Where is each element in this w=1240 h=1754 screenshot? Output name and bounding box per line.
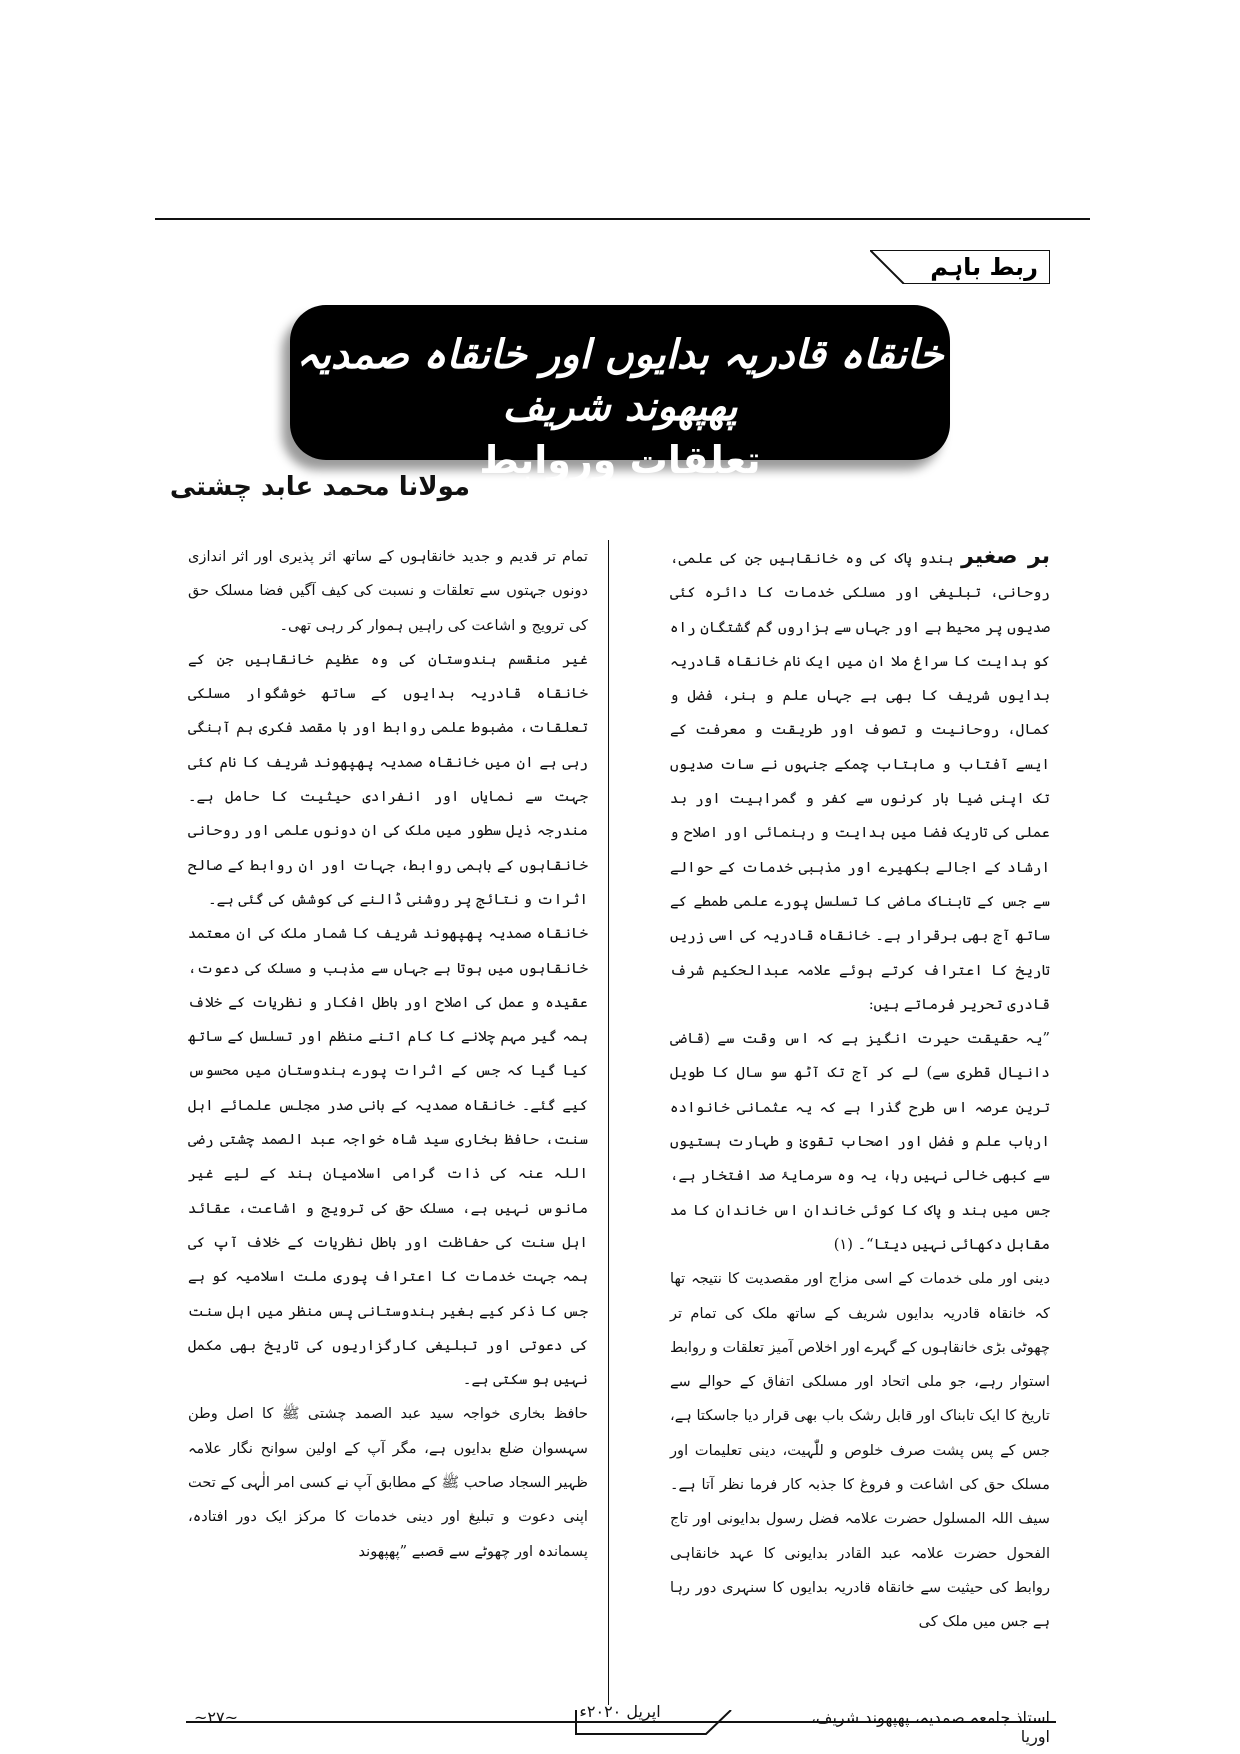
column-divider <box>608 540 609 1705</box>
header-rule <box>155 218 1090 220</box>
paragraph: غیر منقسم ہندوستان کی وہ عظیم خانقاہیں جن کے خانقاہ قادریہ بدایوں کے ساتھ خوشگوار مسلکی تعلقات، مضبوط علمی روابط اور با مقصد فکری ہم آہنگی رہی ہے ان میں خانقاہ صمدیہ پھپھوند شریف کا نام کئی جہت سے نمایاں اور انفرادی حیثیت کا حامل ہے۔ مندرجہ ذیل سطور میں ملک کی ان دونوں علمی اور روحانی خانقاہوں کے باہمی روابط، جہات اور ان روابط کے صالح اثرات و نتائج پر روشنی ڈالنے کی کوشش کی گئی ہے۔ <box>188 650 588 908</box>
page-number: ~۲۷~ <box>194 1708 238 1727</box>
quotation: ”یہ حقیقت حیرت انگیز ہے کہ اس وقت سے (قاضی دانیال قطری سے) لے کر آج تک آٹھ سو سال کا طویل ترین عرصہ اس طرح گذرا ہے کہ یہ عثمانی خانوادہ ارباب علم و فضل اور اصحاب تقویٰ و طہارت ہستیوں سے کبھی خالی نہیں رہا، یہ وہ سرمایۂ صد افتخار ہے، جس میں ہند و پاک کا کوئی خاندان اس خاندان کا مد مقابل دکھائی نہیں دیتا“۔ (۱) <box>670 1030 1050 1253</box>
title-banner <box>290 305 950 482</box>
paragraph: دینی اور ملی خدمات کے اسی مزاج اور مقصدیت کا نتیجہ تھا کہ خانقاہ قادریہ بدایوں شریف کے ساتھ ملک کی تمام تر چھوٹی بڑی خانقاہوں کے گہرے اور اخلاص آمیز تعلقات و روابط استوار رہے، جو ملی اتحاد اور مسلکی اتفاق کے حوالے سے تاریخ کا ایک تابناک اور قابل رشک باب بھی قرار دیا جاسکتا ہے، جس کے پس پشت صرف خلوص و للّٰہیت، دینی تعلیمات اور مسلک حق کی اشاعت و فروغ کا جذبہ کار فرما نظر آتا ہے۔ سیف اللہ المسلول حضرت علامہ فضل رسول بدایونی اور تاج الفحول حضرت علامہ عبد القادر بدایونی کا عہد خانقاہی روابط کی حیثیت سے خانقاہ قادریہ بدایوں کا سنہری دور رہا ہے جس میں ملک کی <box>670 1270 1050 1631</box>
text-column-right <box>670 540 1050 1700</box>
lead-word: بر صغیر <box>961 544 1050 569</box>
section-label: ربط باہم <box>930 253 1038 281</box>
paragraph <box>670 540 1050 1022</box>
section-tab <box>870 250 1050 284</box>
footer-institution: استاذ جامعہ صمدیہ، پھپھوند شریف، اوریا <box>810 1708 1050 1746</box>
paragraph: خانقاہ صمدیہ پھپھوند شریف کا شمار ملک کی ان معتمد خانقاہوں میں ہوتا ہے جہاں سے مذہب و مسلک کی دعوت، عقیدہ و عمل کی اصلاح اور باطل افکار و نظریات کے خلاف ہمہ گیر مہم چلانے کا کام اتنے منظم اور تسلسل کے ساتھ کیا گیا کہ جس کے اثرات پورے ہندوستان میں محسوس کیے گئے۔ خانقاہ صمدیہ کے بانی صدر مجلس علمائے اہل سنت، حافظ بخاری سید شاہ خواجہ عبد الصمد چشتی رضی اللہ عنہ کی ذات گرامی اسلامیان ہند کے لیے غیر مانوس نہیں ہے، مسلک حق کی ترویج و اشاعت، عقائد اہل سنت کی حفاظت اور باطل نظریات کے خلاف آپ کی ہمہ جہت خدمات کا اعتراف پوری ملت اسلامیہ کو ہے جس کا ذکر کیے بغیر ہندوستانی پس منظر میں اہل سنت کی دعوتی اور تبلیغی کارگزاریوں کی تاریخ بھی مکمل نہیں ہو سکتی ہے۔ <box>188 925 588 1389</box>
article-subtitle: تعلقات وروابط <box>479 438 761 482</box>
article-title: خانقاہ قادریہ بدایوں اور خانقاہ صمدیہ پھپھوند شریف <box>296 332 944 430</box>
author-name: مولانا محمد عابد چشتی <box>169 472 470 502</box>
text-column-left <box>188 540 588 1700</box>
footer-date: اپریل ۲۰۲۰ء <box>579 1702 661 1721</box>
paragraph: تمام تر قدیم و جدید خانقاہوں کے ساتھ اثر پذیری اور اثر اندازی دونوں جہتوں سے تعلقات و نسبت کی کیف آگیں فضا مسلک حق کی ترویج و اشاعت کی راہیں ہموار کر رہی تھی۔ <box>188 548 588 634</box>
paragraph-text: ہندو پاک کی وہ خانقاہیں جن کی علمی، روحانی، تبلیغی اور مسلکی خدمات کا دائرہ کئی صدیوں پر محیط ہے اور جہاں سے ہزاروں گم گشتگان راہ کو ہدایت کا سراغ ملا ان میں ایک نام خانقاہ قادریہ بدایوں شریف کا بھی ہے جہاں علم و ہنر، فضل و کمال، روحانیت و تصوف اور طریقت و معرفت کے ایسے آفتاب و ماہتاب چمکے جنہوں نے سات صدیوں تک اپنی ضیا بار کرنوں سے کفر و گمراہیت اور بد عملی کی تاریک فضا میں ہدایت و رہنمائی اور اصلاح و ارشاد کے اجالے بکھیرے اور مذہبی خدمات کے حوالے سے جس کے تابناک ماضی کا تسلسل پورے علمی طمطے کے ساتھ آج بھی برقرار ہے۔ خانقاہ قادریہ کی اسی زریں تاریخ کا اعتراف کرتے ہوئے علامہ عبدالحکیم شرف قادری تحریر فرماتے ہیں: <box>670 550 1050 1013</box>
paragraph: حافظ بخاری خواجہ سید عبد الصمد چشتی ﷺ کا اصل وطن سہسوان ضلع بدایوں ہے، مگر آپ کے اولین سوانح نگار علامہ ظہیر السجاد صاحب ﷺ کے مطابق آپ نے کسی امر الٰہی کے تحت اپنی دعوت و تبلیغ اور دینی خدمات کا مرکز ایک دور افتادہ، پسماندہ اور چھوٹے سے قصبے ”پھپھوند <box>188 1405 588 1560</box>
